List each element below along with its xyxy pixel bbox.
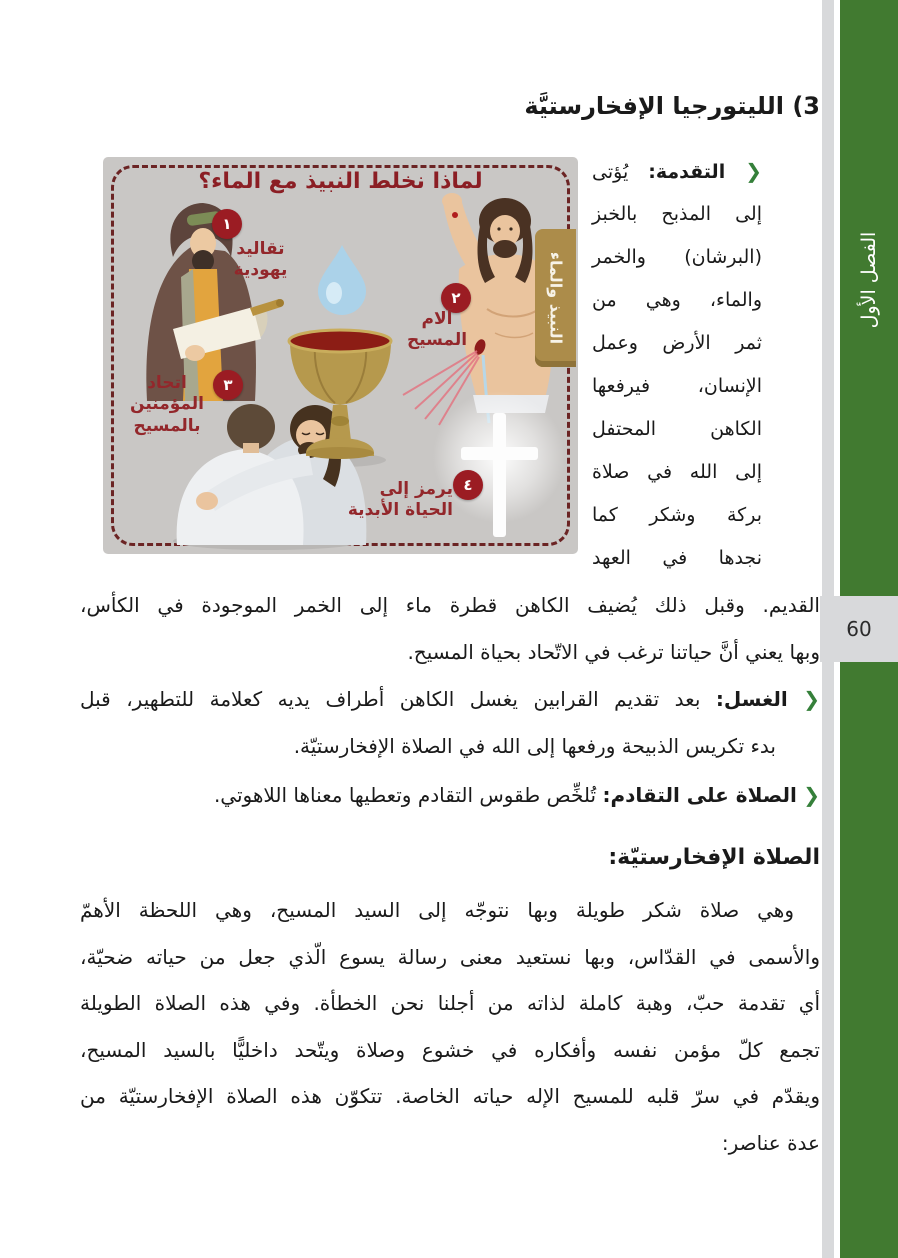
- taqdima-line: إلى المذبح بالخبز: [592, 203, 762, 225]
- ghasl-lead: الغسل:: [715, 687, 788, 711]
- wine-water-banner-label: النبيذ والماء: [546, 251, 565, 345]
- ghasl-section: [80, 676, 820, 770]
- taqdima-line: نجدها في العهد: [592, 547, 762, 569]
- paragraph-line: والأسمى في القدّاس، وبها نستعيد معنى رسالة يسوع الّذي جعل من حياته ضحيّة،: [80, 944, 820, 969]
- taqdima-line: والماء، وهي من: [592, 289, 762, 311]
- taqdima-line: بركة وشكر كما: [592, 504, 762, 526]
- taqdima-line: (البرشان) والخمر: [592, 246, 762, 268]
- label-passion-of-christ: آلام المسيح: [406, 309, 468, 351]
- section-heading: 3) الليتورجيا الإفخارستيَّة: [524, 92, 820, 120]
- page-number: 60: [846, 617, 872, 641]
- bullet-chevron-icon: ❮: [803, 783, 820, 807]
- taqdima-line: الإنسان، فيرفعها: [592, 375, 762, 397]
- infographic-title: لماذا نخلط النبيذ مع الماء؟: [198, 169, 483, 194]
- chapter-tab-label: الفصل الأول: [858, 231, 880, 329]
- taqdima-line: ❮ التقدمة: يُؤتى: [592, 159, 762, 183]
- taqdima-column: [592, 150, 762, 580]
- body-line: وبها يعني أنَّ حياتنا ترغب في الاتّحاد بحياة المسيح.: [407, 640, 820, 664]
- taqdima-line: إلى الله في صلاة: [592, 461, 762, 483]
- taqdima-lead: التقدمة:: [648, 161, 726, 183]
- bullet-chevron-icon: ❮: [745, 159, 762, 183]
- infographic-illustration: [103, 157, 578, 554]
- taqdima-line: ثمر الأرض وعمل: [592, 332, 762, 354]
- number-circle-3: ٣: [213, 370, 243, 400]
- infographic: [103, 157, 578, 554]
- paragraph-line: ويقدّم في سرّ قلبه للمسيح الإله حياته الخاصة. تتكوّن هذه الصلاة الإفخارستيّة من: [80, 1084, 820, 1108]
- paragraph-line: عدة عناصر:: [721, 1130, 820, 1155]
- label-union-of-believers: اتحاد المؤمنين بالمسيح: [130, 373, 204, 436]
- wine-water-banner: [535, 229, 576, 367]
- paragraph-line: وهي صلاة شكر طويلة وبها نتوجّه إلى السيد المسيح، وهي اللحظة الأهمّ: [80, 898, 794, 922]
- salat-section: [80, 772, 820, 819]
- body-line: ❮ الصلاة على التقادم: تُلخِّص طقوس التقادم وتعطيها معناها اللاهوتي.: [213, 783, 820, 807]
- chapter-tab: [840, 140, 898, 420]
- subsection-heading: الصلاة الإفخارستيّة:: [608, 845, 820, 870]
- number-circle-1: ١: [212, 209, 242, 239]
- body-line: القديم. وقبل ذلك يُضيف الكاهن قطرة ماء إلى الخمر الموجودة في الكأس،: [80, 593, 820, 617]
- number-circle-2: ٢: [441, 283, 471, 313]
- paragraph-line: أي تقدمة حبّ، وهبة كاملة لذاته من أجلنا نحن الخطأة. وفي هذه الصلاة الطويلة: [80, 991, 820, 1015]
- taqdima-continuation: [80, 582, 820, 676]
- body-line: بدء تكريس الذبيحة ورفعها إلى الله في الصلاة الإفخارستيّة.: [293, 734, 776, 758]
- salat-lead: الصلاة على التقادم:: [602, 783, 797, 807]
- number-circle-4: ٤: [453, 470, 483, 500]
- label-jewish-traditions: تقاليد يهودية: [233, 239, 288, 281]
- water-drop: [318, 245, 366, 315]
- page-number-block: [820, 596, 898, 662]
- label-eternal-life: يرمز إلى الحياة الأبدية: [347, 479, 453, 521]
- taqdima-line: الكاهن المحتفل: [592, 418, 762, 440]
- paragraph-line: تجمع كلّ مؤمن نفسه وأفكاره في خشوع وصلاة ويتّحد داخليًّا بالسيد المسيح،: [80, 1037, 820, 1062]
- eucharistic-prayer-paragraph: [80, 887, 820, 1166]
- body-line: ❮ الغسل: بعد تقديم القرابين يغسل الكاهن أطراف يديه كعلامة للتطهير، قبل: [80, 687, 820, 711]
- bullet-chevron-icon: ❮: [803, 687, 820, 711]
